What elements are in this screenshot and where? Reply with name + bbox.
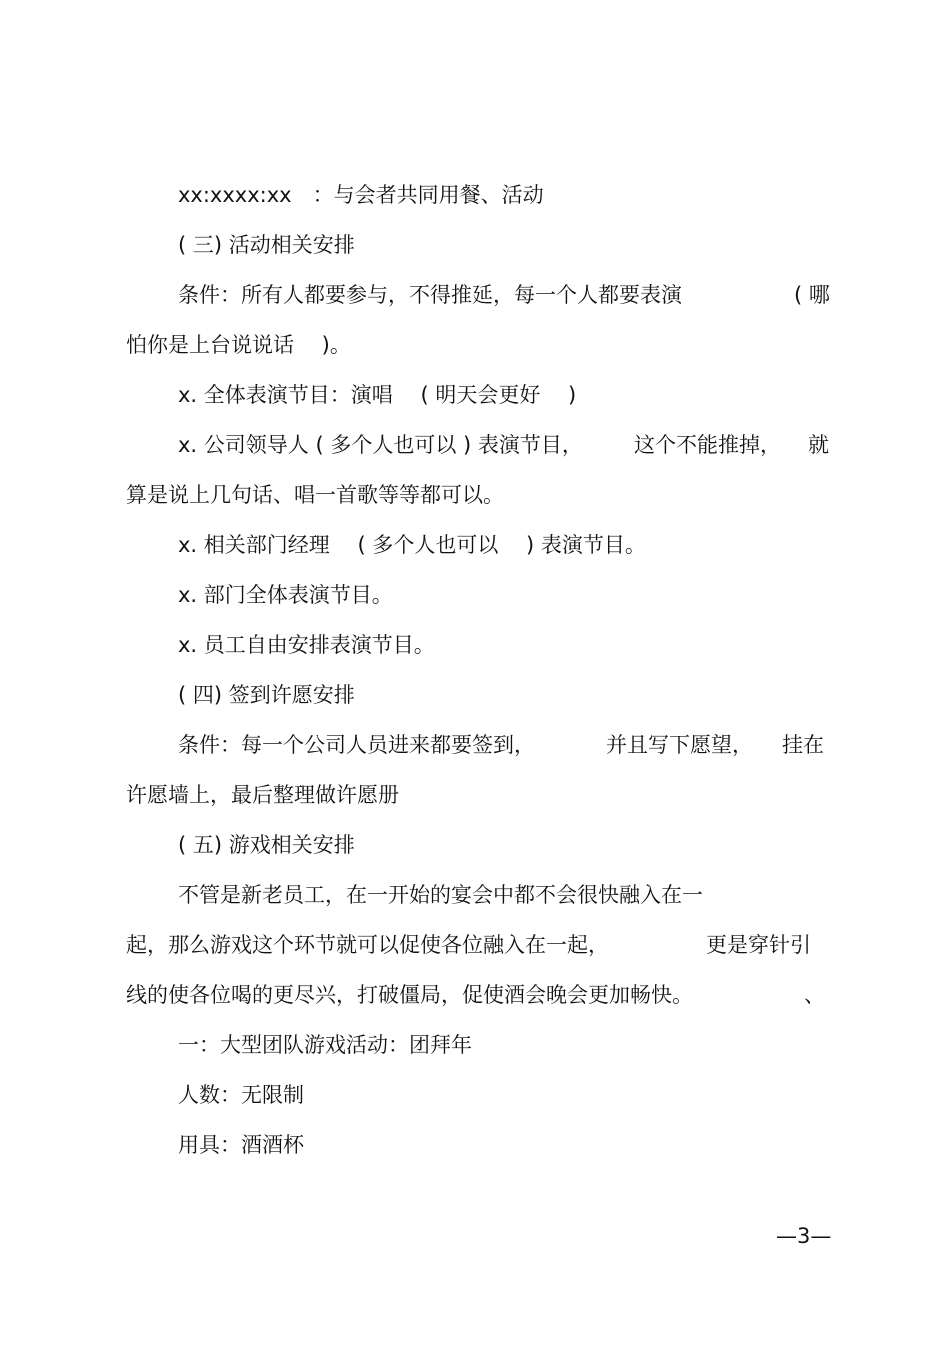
leaders-text-a: x. 公司领导人 ( 多个人也可以 ) 表演节目， [178,433,583,457]
games-paragraph-line-1: 不管是新老员工，在一开始的宴会中都不会很快融入在一 [178,883,703,907]
signin-text-c: 挂在 [782,733,824,757]
games-text-c: 线的使各位喝的更尽兴，打破僵局，促使酒会晚会更加畅快。 [126,983,693,1007]
signin-condition-line-2: 许愿墙上，最后整理做许愿册 [126,783,399,807]
section-3-heading: ( 三) 活动相关安排 [178,233,355,257]
section-5-heading: ( 五) 游戏相关安排 [178,833,355,857]
item-leaders-line-2: 算是说上几句话、唱一首歌等等都可以。 [126,483,504,507]
condition-text: 条件：所有人都要参与，不得推延，每一个人都要表演 [178,283,682,307]
item-employees: x. 员工自由安排表演节目。 [178,633,435,657]
schedule-meal-line: xx:xxxx:xx ：与会者共同用餐、活动 [178,183,544,207]
games-text-a: 起，那么游戏这个环节就可以促使各位融入在一起， [126,933,609,957]
game-1-people: 人数：无限制 [178,1083,304,1107]
page-number: —3— [776,1224,832,1248]
item-department: x. 部门全体表演节目。 [178,583,393,607]
leaders-text-b: 这个不能推掉， [634,433,781,457]
games-text-b: 更是穿针引 [706,933,811,957]
leaders-text-c: 就 [808,433,829,457]
condition-line-2: 怕你是上台说说话 )。 [126,333,351,357]
item-managers: x. 相关部门经理 ( 多个人也可以 ) 表演节目。 [178,533,646,557]
section-4-heading: ( 四) 签到许愿安排 [178,683,355,707]
item-all-perform: x. 全体表演节目：演唱 ( 明天会更好 ) [178,383,577,407]
condition-paren: ( 哪 [794,283,830,307]
game-1-tools: 用具：酒酒杯 [178,1133,304,1157]
games-text-d: 、 [804,983,825,1007]
game-1-title: 一：大型团队游戏活动：团拜年 [178,1033,472,1057]
signin-text-b: 并且写下愿望， [606,733,753,757]
signin-text-a: 条件：每一个公司人员进来都要签到， [178,733,535,757]
games-paragraph-line-3 [0,981,950,1093]
